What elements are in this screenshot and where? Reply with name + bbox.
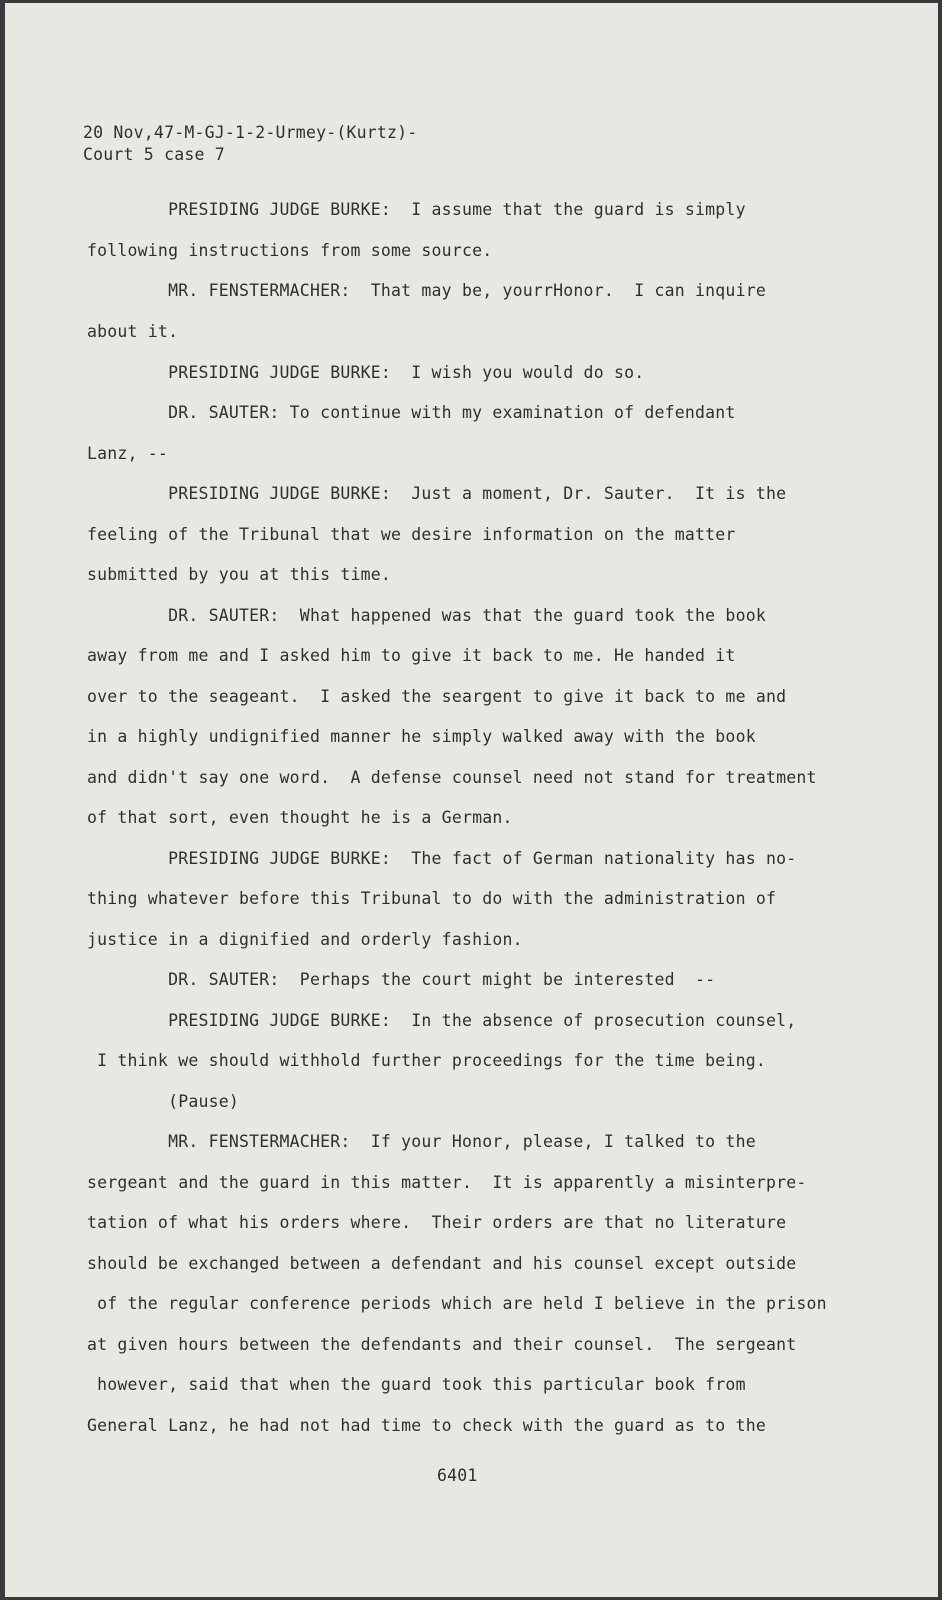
header-line-2: Court 5 case 7 bbox=[83, 145, 225, 164]
text-line: tation of what his orders where. Their orders are that no literature bbox=[87, 1213, 787, 1232]
text-line: I think we should withhold further proceedings for the time being. bbox=[87, 1051, 766, 1070]
header-line-1: 20 Nov,47-M-GJ-1-2-Urmey-(Kurtz)- bbox=[83, 123, 418, 142]
text-line: away from me and I asked him to give it back to me. He handed it bbox=[87, 646, 736, 665]
text-line: justice in a dignified and orderly fashion. bbox=[87, 930, 523, 949]
text-line: feeling of the Tribunal that we desire information on the matter bbox=[87, 525, 736, 544]
text-line: however, said that when the guard took this particular book from bbox=[87, 1375, 746, 1394]
text-line: thing whatever before this Tribunal to do with the administration of bbox=[87, 889, 777, 908]
text-line: and didn't say one word. A defense counsel need not stand for treatment bbox=[87, 768, 817, 787]
text-line: at given hours between the defendants and their counsel. The sergeant bbox=[87, 1335, 797, 1354]
text-line: of the regular conference periods which are held I believe in the prison bbox=[87, 1294, 827, 1313]
text-line: sergeant and the guard in this matter. It is apparently a misinterpre- bbox=[87, 1173, 807, 1192]
text-line: (Pause) bbox=[87, 1092, 240, 1111]
text-line: MR. FENSTERMACHER: If your Honor, please, I talked to the bbox=[87, 1132, 756, 1151]
text-line: DR. SAUTER: To continue with my examination of defendant bbox=[87, 403, 736, 422]
text-line: DR. SAUTER: Perhaps the court might be interested -- bbox=[87, 970, 716, 989]
text-line: following instructions from some source. bbox=[87, 241, 493, 260]
text-line: General Lanz, he had not had time to check with the guard as to the bbox=[87, 1416, 766, 1435]
text-line: PRESIDING JUDGE BURKE: The fact of German nationality has no- bbox=[87, 849, 797, 868]
text-line: DR. SAUTER: What happened was that the guard took the book bbox=[87, 606, 766, 625]
text-line: in a highly undignified manner he simply walked away with the book bbox=[87, 727, 756, 746]
text-line: submitted by you at this time. bbox=[87, 565, 392, 584]
text-line: about it. bbox=[87, 322, 179, 341]
document-page bbox=[5, 3, 938, 1597]
text-line: of that sort, even thought he is a German. bbox=[87, 808, 513, 827]
text-line: PRESIDING JUDGE BURKE: Just a moment, Dr. Sauter. It is the bbox=[87, 484, 787, 503]
text-line: Lanz, -- bbox=[87, 444, 169, 463]
text-line: PRESIDING JUDGE BURKE: In the absence of prosecution counsel, bbox=[87, 1011, 797, 1030]
text-line: should be exchanged between a defendant and his counsel except outside bbox=[87, 1254, 797, 1273]
text-line: MR. FENSTERMACHER: That may be, yourrHonor. I can inquire bbox=[87, 281, 766, 300]
page-number: 6401 bbox=[437, 1466, 478, 1485]
text-line: PRESIDING JUDGE BURKE: I wish you would do so. bbox=[87, 363, 645, 382]
text-line: PRESIDING JUDGE BURKE: I assume that the guard is simply bbox=[87, 200, 746, 219]
text-line: over to the seageant. I asked the seargent to give it back to me and bbox=[87, 687, 787, 706]
